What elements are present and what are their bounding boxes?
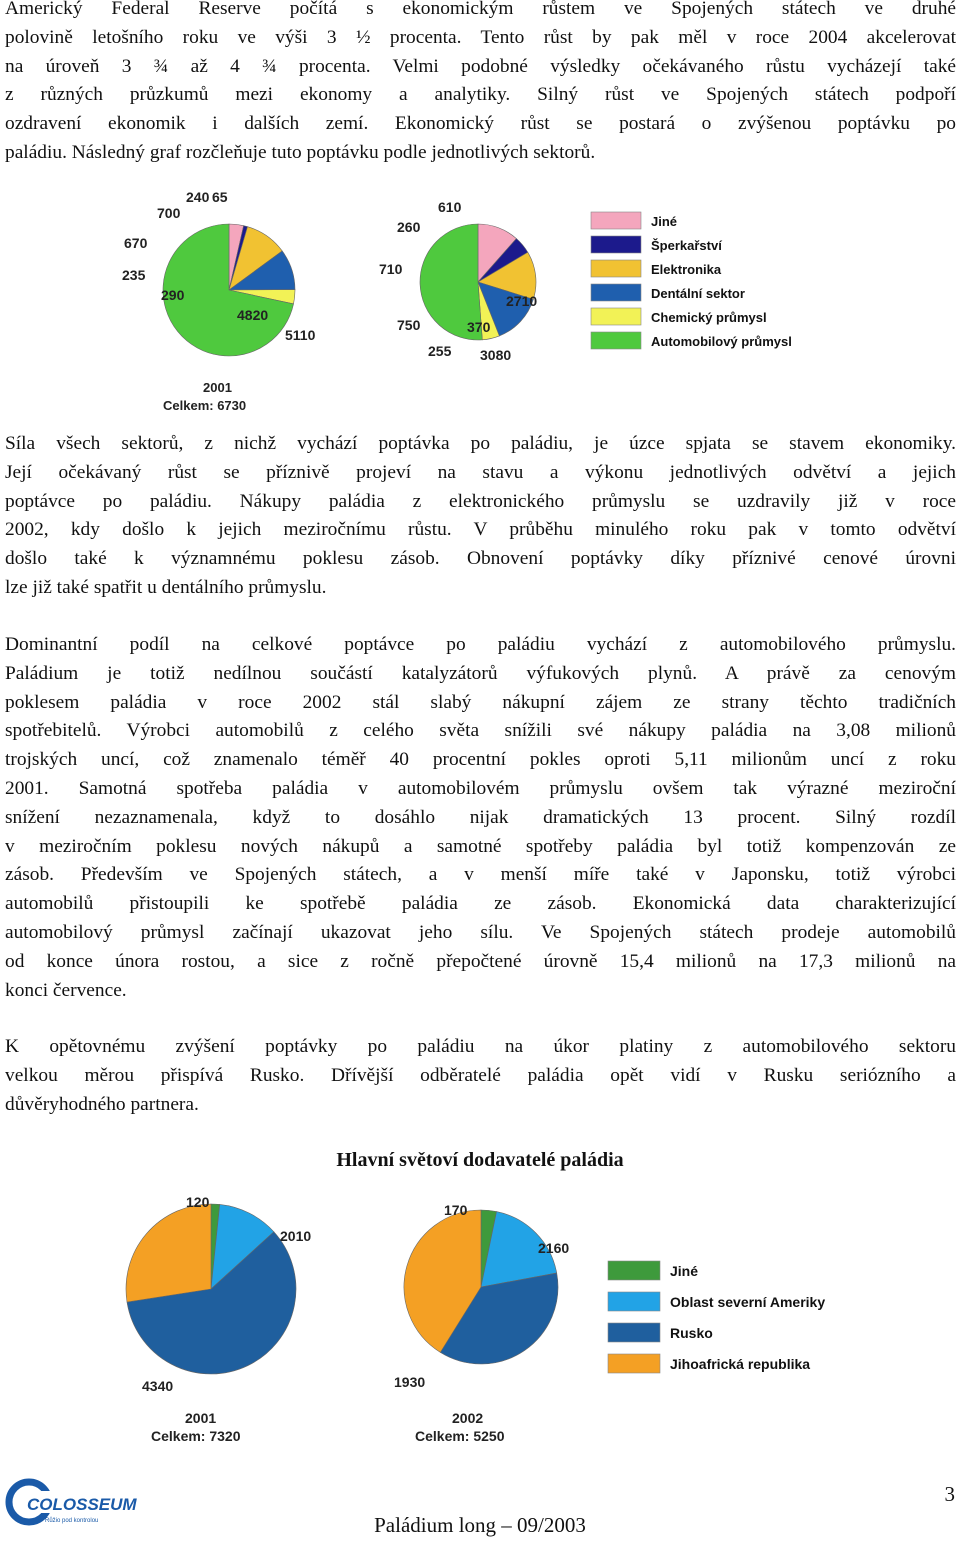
paragraph-line: spotřebitelů. Výrobci automobilů z celého světa snížili své nákupy paládia na 3,08 milionů [5,720,956,742]
footer-title: Paládium long – 09/2003 [374,1513,586,1537]
pie-year-label: 2001 [185,1410,217,1426]
paragraph-line: v meziročním poklesu nových nákupů a samotné spotřeby paládia byl totiž kompenzován ze [5,835,956,857]
paragraph-line: lze již také spatřit u dentálního průmyslu. [5,576,327,598]
paragraph-line: paládiu. Následný graf rozčleňuje tuto poptávku podle jednotlivých sektorů. [5,141,596,163]
legend-label: Rusko [670,1325,713,1341]
legend-swatch [591,212,641,229]
paragraph-line: K opětovnému zvýšení poptávky po paládiu na úkor platiny z automobilového sektoru [5,1036,956,1057]
slice-value-label: 240 [186,189,210,205]
paragraph-line: Její očekávaný růst se příznivě projeví na stavu a výkonu jednotlivých odvětví a jejich [5,461,956,483]
paragraph-line: konci července. [5,979,127,1001]
pie-year-label: 2001 [203,380,232,395]
logo-tagline: Růžio pod kontrolou [45,1518,99,1524]
slice-value-label: 65 [212,189,228,205]
slice-value-label: 120 [186,1194,210,1210]
pie-slice [126,1204,211,1302]
legend-label: Oblast severní Ameriky [670,1294,826,1310]
chart-demand-by-sector [117,170,843,428]
slice-value-label: 670 [124,235,148,251]
legend-label: Šperkařství [651,238,722,253]
slice-value-label: 710 [379,261,403,277]
slice-value-label: 2160 [538,1240,570,1256]
paragraph-line: trojských uncí, což znamenalo téměř 40 procentní pokles oproti 5,11 milionům uncí z roku [5,749,956,771]
legend-label: Jiné [670,1263,699,1279]
slice-value-label: 4340 [142,1378,174,1394]
slice-value-label: 2010 [280,1228,312,1244]
slice-value-label: 260 [397,219,421,235]
paragraph-line: na úroveň 3 ¾ až 4 ¾ procenta. Velmi podobné výsledky očekávaného růstu vycházejí také [5,55,956,77]
paragraph-line: automobilů přistoupili ke spotřebě paládia ze zásob. Ekonomická data charakterizující [5,893,956,915]
paragraph-line: Síla všech sektorů, z nichž vychází poptávka po paládiu, je úzce spjata se stavem ekonomiky. [5,433,956,454]
legend-swatch [608,1261,660,1280]
paragraph-line: důvěryhodného partnera. [5,1093,199,1115]
slice-value-label: 700 [157,205,181,221]
slice-value-label: 610 [438,199,462,215]
slice-value-label: 4820 [237,307,269,323]
slice-value-label: 750 [397,317,421,333]
legend-swatch [591,260,641,277]
pie-secondary-label: 370 [467,319,491,335]
legend-swatch [591,284,641,301]
paragraph-line: poklesem paládia v roce 2002 stál slabý nákupní zájem ze strany těchto tradičních [5,691,956,713]
legend-label: Jihoafrická republika [670,1356,811,1372]
paragraph-line: poptávce po paládiu. Nákupy paládia z elektronického průmyslu se uzdravily již v roce [5,490,956,512]
paragraph-line: zásob. Především ve Spojených státech, a v menší míře také v Japonsku, totiž výrobci [5,864,956,886]
paragraph-line: Dominantní podíl na celkové poptávce po paládiu vychází z automobilového průmyslu. [5,634,956,655]
legend-swatch [608,1354,660,1373]
pie-secondary-label: 3080 [480,347,512,363]
pie-secondary-label: 5110 [285,327,316,343]
paragraph-1 [5,0,956,168]
pie-secondary-label: 290 [161,287,185,303]
legend-label: Dentální sektor [651,286,745,301]
paragraph-line: polovině letošního roku ve výši 3 ½ procenta. Tento růst by pak měl v roce 2004 akcelerovat [5,26,956,48]
pie-total-label: Celkem: 7320 [151,1428,241,1444]
chart-2-svg [86,1177,874,1449]
paragraph-line: ozdravení ekonomik i dalších zemí. Ekonomický růst se postará o zvýšenou poptávku po [5,113,956,135]
slice-value-label: 2710 [506,293,538,309]
logo-wordmark: COLOSSEUM [27,1495,137,1514]
paragraph-3 [5,631,956,1005]
paragraph-line: z různých průzkumů mezi ekonomy a analytiky. Silný růst ve Spojených státech podpoří [5,84,956,106]
paragraph-line: Americký Federal Reserve počítá s ekonomickým růstem ve Spojených státech ve druhé [5,0,956,19]
slice-value-label: 235 [122,267,146,283]
legend-swatch [608,1323,660,1342]
paragraph-line: došlo také k významnému poklesu zásob. Obnovení poptávky díky příznivé cenové úrovni [5,548,956,570]
legend-label: Jiné [651,214,678,229]
legend-swatch [591,308,641,325]
paragraph-4 [5,1033,956,1119]
chart-2-title: Hlavní světoví dodavatelé paládia [336,1149,624,1171]
paragraph-line: 2002, kdy došlo k jejich meziročnímu růstu. V průběhu minulého roku pak v tomto odvětví [5,519,956,541]
pie-total-label: Celkem: 6730 [163,398,247,413]
paragraph-line: od konce února rostou, a sice z ročně přepočtené úrovně 15,4 milionů na 17,3 milionů na [5,950,956,972]
chart-1-svg [117,170,843,428]
paragraph-line: snížení nezaznamenala, když to dosáhlo nijak dramatických 13 procent. Silný rozdíl [5,806,956,828]
chart-suppliers [86,1177,874,1449]
legend-swatch [591,332,641,349]
page-number: 3 [944,1482,955,1506]
paragraph-line: automobilový průmysl začínají ukazovat jeho sílu. Ve Spojených státech prodeje automobilů [5,921,956,943]
legend-label: Elektronika [651,262,722,277]
pie-total-label: Celkem: 5250 [415,1428,505,1444]
pie-year-label: 2002 [452,1410,484,1426]
paragraph-line: 2001. Samotná spotřeba paládia v automobilovém průmyslu ovšem tak výrazné meziroční [5,777,956,799]
legend-label: Automobilový průmysl [651,334,792,349]
slice-value-label: 1930 [394,1374,426,1390]
slice-value-label: 170 [444,1202,468,1218]
slice-value-label: 255 [428,343,452,359]
legend-swatch [591,236,641,253]
legend-label: Chemický průmysl [651,310,767,325]
paragraph-line: velkou měrou přispívá Rusko. Dřívější odběratelé paládia opět vidí v Rusku seriózního a [5,1064,956,1086]
paragraph-line: Paládium je totiž nedílnou součástí katalyzátorů výfukových plynů. A právě za cenovým [5,662,956,684]
legend-swatch [608,1292,660,1311]
paragraph-2 [5,430,956,603]
